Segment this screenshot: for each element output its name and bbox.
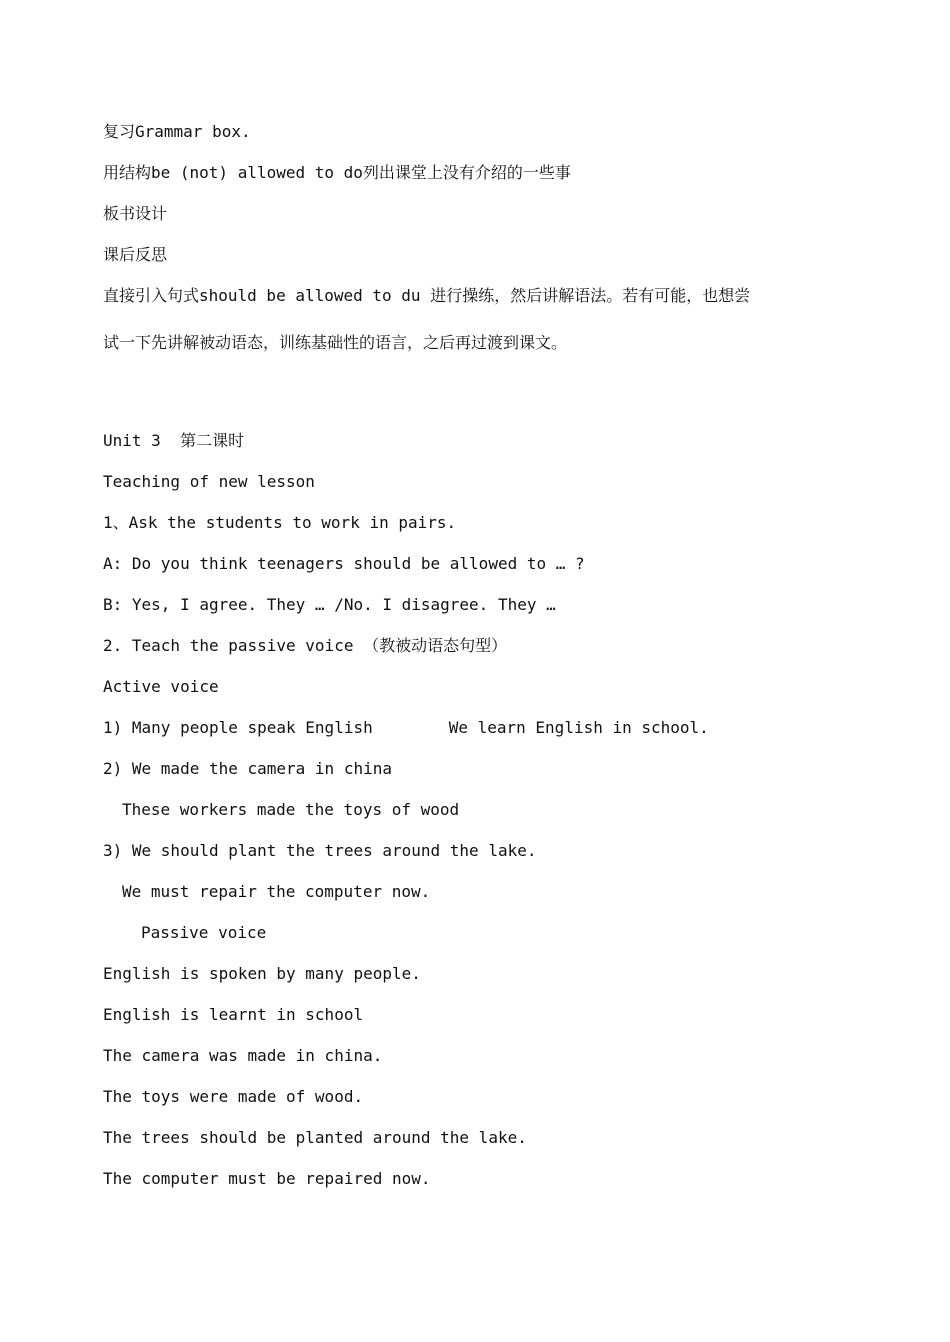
step-2: 2. Teach the passive voice （教被动语态句型）	[103, 636, 508, 655]
active-voice-heading: Active voice	[103, 677, 219, 696]
structure-line: 用结构be (not) allowed to do列出课堂上没有介绍的一些事	[103, 163, 571, 182]
dialog-b: B: Yes, I agree. They … /No. I disagree. They …	[103, 595, 556, 614]
reflection-text-2: 试一下先讲解被动语态，训练基础性的语言，之后再过渡到课文。	[103, 333, 568, 352]
passive-example-2: English is learnt in school	[103, 1005, 364, 1024]
active-example-2a: 2) We made the camera in china	[103, 759, 392, 778]
active-example-3a: 3) We should plant the trees around the lake.	[103, 841, 537, 860]
passive-voice-heading: Passive voice	[141, 923, 267, 942]
passive-example-3: The camera was made in china.	[103, 1046, 383, 1065]
reflection-heading: 课后反思	[103, 245, 168, 264]
active-example-1b: We learn English in school.	[448, 718, 709, 737]
reflection-text-1: 直接引入句式should be allowed to du 进行操练，然后讲解语法。若有可能，也想尝	[103, 286, 751, 305]
review-line: 复习Grammar box.	[103, 122, 251, 141]
board-design-heading: 板书设计	[103, 204, 168, 223]
active-example-1a: 1) Many people speak English	[103, 718, 373, 737]
step-1: 1、Ask the students to work in pairs.	[103, 513, 457, 532]
passive-example-1: English is spoken by many people.	[103, 964, 421, 983]
dialog-a: A: Do you think teenagers should be allowed to … ?	[103, 554, 585, 573]
active-example-2b: These workers made the toys of wood	[122, 800, 460, 819]
passive-example-6: The computer must be repaired now.	[103, 1169, 431, 1188]
lesson-subtitle: Teaching of new lesson	[103, 472, 315, 491]
unit-title: Unit 3 第二课时	[103, 431, 245, 450]
active-example-3b: We must repair the computer now.	[122, 882, 431, 901]
passive-example-5: The trees should be planted around the lake.	[103, 1128, 527, 1147]
active-example-1	[103, 718, 709, 738]
passive-example-4: The toys were made of wood.	[103, 1087, 364, 1106]
